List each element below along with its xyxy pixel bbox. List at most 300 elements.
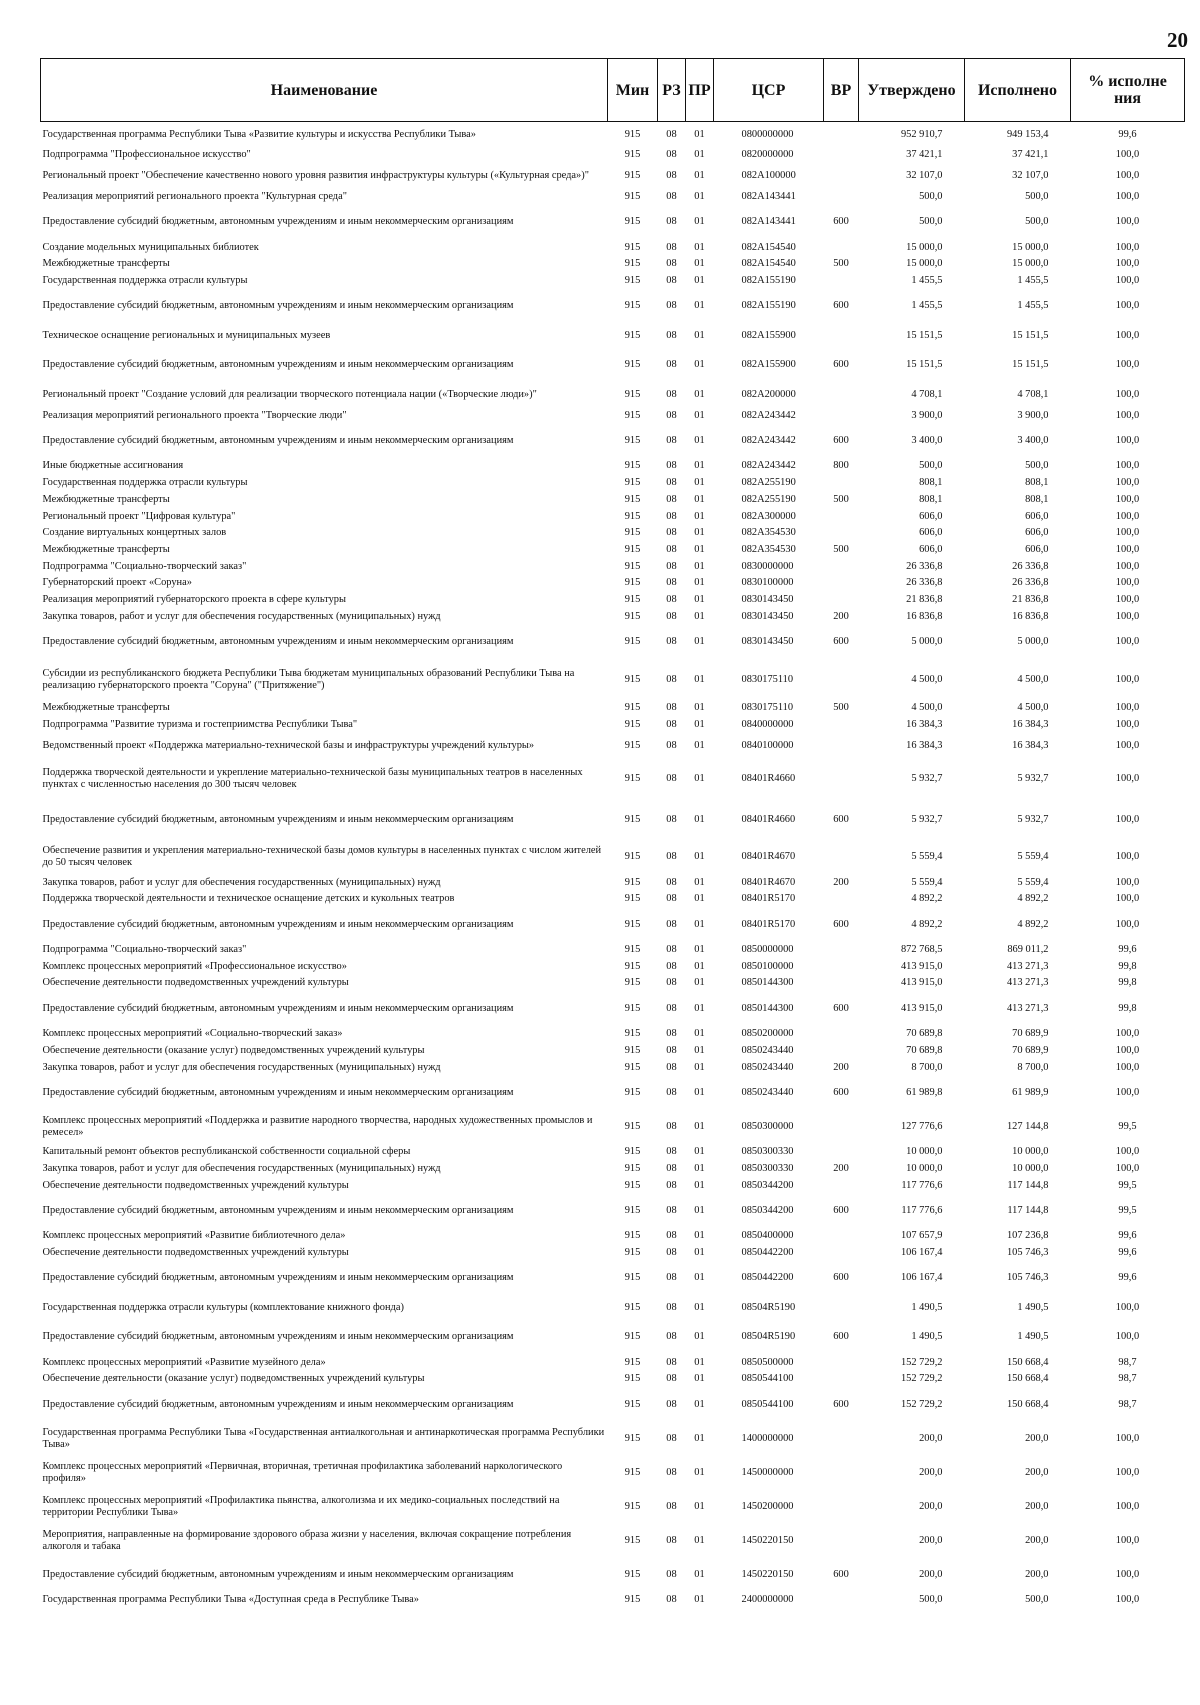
row-rz: 08 <box>666 191 677 203</box>
row-csr: 0850344200 <box>741 1204 794 1216</box>
row-csr: 082A155190 <box>741 275 796 287</box>
table-row <box>41 874 1185 891</box>
row-vr: 600 <box>833 359 849 371</box>
table-row <box>41 382 1185 407</box>
row-csr: 082A255190 <box>741 493 796 505</box>
table-row <box>41 733 1185 758</box>
row-rz: 08 <box>666 1162 677 1174</box>
row-vr <box>824 1043 859 1060</box>
row-min: 915 <box>624 673 641 685</box>
row-name: Обеспечение деятельности подведомственных учреждений культуры <box>42 1179 349 1191</box>
row-min: 915 <box>624 1594 641 1606</box>
row-csr: 082A143441 <box>741 191 796 203</box>
row-pr: 01 <box>694 1146 705 1158</box>
row-vr <box>824 323 859 348</box>
row-name: Закупка товаров, работ и услуг для обеспечения государственных (муниципальных) нужд <box>42 876 441 888</box>
row-name: Закупка товаров, работ и услуг для обеспечения государственных (муниципальных) нужд <box>42 1061 441 1073</box>
table-row <box>41 205 1185 239</box>
row-rz: 08 <box>666 560 677 572</box>
row-executed: 5 559,4 <box>1017 851 1049 863</box>
row-executed: 1 455,5 <box>1017 275 1049 287</box>
row-name: Предоставление субсидий бюджетным, автономным учреждениям и иным некоммерческим организациям <box>42 813 514 825</box>
row-rz: 08 <box>666 610 677 622</box>
row-pr: 01 <box>694 128 705 140</box>
row-vr: 500 <box>833 493 849 505</box>
row-executed: 10 000,0 <box>1012 1162 1049 1174</box>
row-pr: 01 <box>694 1272 705 1284</box>
table-row <box>41 1388 1185 1422</box>
row-executed: 606,0 <box>1025 510 1049 522</box>
row-pr: 01 <box>694 409 705 421</box>
row-min: 915 <box>624 258 641 270</box>
row-pr: 01 <box>694 977 705 989</box>
row-executed: 105 746,3 <box>1006 1246 1049 1258</box>
row-rz: 08 <box>666 170 677 182</box>
table-row <box>41 147 1185 164</box>
row-csr: 082A354530 <box>741 543 796 555</box>
table-row <box>41 1320 1185 1354</box>
row-csr: 08504R5190 <box>741 1301 796 1313</box>
row-csr: 08401R5170 <box>741 893 796 905</box>
row-name: Обеспечение развития и укрепления материально-технической базы домов культуры в населенных пунктах с числом жителей до 50 тысяч человек <box>42 845 602 869</box>
row-pr: 01 <box>694 359 705 371</box>
row-approved: 200,0 <box>919 1534 943 1546</box>
row-approved: 808,1 <box>919 493 943 505</box>
row-approved: 8 700,0 <box>911 1061 943 1073</box>
row-vr <box>824 659 859 700</box>
row-executed: 200,0 <box>1025 1568 1049 1580</box>
row-vr <box>824 273 859 290</box>
row-name: Комплекс процессных мероприятий «Профилактика пьянства, алкоголизма и их медико-социальных последствий на территории Республики Тыва» <box>42 1494 560 1518</box>
row-min: 915 <box>624 560 641 572</box>
row-min: 915 <box>624 1373 641 1385</box>
row-percent: 99,6 <box>1118 1272 1137 1284</box>
row-pr: 01 <box>694 435 705 447</box>
row-rz: 08 <box>666 477 677 489</box>
row-pr: 01 <box>694 702 705 714</box>
row-vr: 600 <box>833 435 849 447</box>
row-percent: 100,0 <box>1115 241 1140 253</box>
table-row <box>41 323 1185 348</box>
row-csr: 0850442200 <box>741 1246 794 1258</box>
row-vr: 600 <box>833 1331 849 1343</box>
row-percent: 100,0 <box>1115 1044 1140 1056</box>
row-executed: 5 932,7 <box>1017 772 1049 784</box>
row-vr <box>824 1295 859 1320</box>
row-approved: 70 689,8 <box>906 1028 943 1040</box>
row-pr: 01 <box>694 1120 705 1132</box>
row-percent: 99,8 <box>1118 1002 1137 1014</box>
row-pr: 01 <box>694 170 705 182</box>
row-rz: 08 <box>666 149 677 161</box>
row-pr: 01 <box>694 1356 705 1368</box>
row-pr: 01 <box>694 1002 705 1014</box>
row-executed: 15 000,0 <box>1012 258 1049 270</box>
row-vr <box>824 1245 859 1262</box>
row-min: 915 <box>624 636 641 647</box>
row-approved: 952 910,7 <box>900 128 943 140</box>
row-csr: 082A100000 <box>741 170 796 182</box>
row-vr: 600 <box>833 1086 849 1098</box>
row-rz: 08 <box>666 241 677 253</box>
row-percent: 100,0 <box>1115 1162 1140 1174</box>
row-approved: 500,0 <box>919 460 943 472</box>
table-row <box>41 542 1185 559</box>
row-percent: 99,5 <box>1118 1204 1137 1216</box>
row-min: 915 <box>624 1230 641 1242</box>
header-percent: % исполне ния <box>1071 59 1185 122</box>
row-csr: 0830143450 <box>741 636 794 647</box>
row-vr <box>824 164 859 189</box>
row-executed: 413 271,3 <box>1006 960 1049 972</box>
row-pr: 01 <box>694 1466 705 1478</box>
row-name: Межбюджетные трансферты <box>42 258 170 270</box>
row-approved: 1 490,5 <box>911 1301 943 1313</box>
table-row <box>41 1110 1185 1144</box>
row-approved: 26 336,8 <box>906 577 943 589</box>
row-pr: 01 <box>694 739 705 751</box>
row-name: Региональный проект "Цифровая культура" <box>42 510 236 522</box>
row-rz: 08 <box>666 1146 677 1158</box>
row-rz: 08 <box>666 1373 677 1385</box>
header-approved: Утверждено <box>859 59 965 122</box>
row-percent: 100,0 <box>1115 510 1140 522</box>
row-executed: 869 011,2 <box>1007 944 1049 956</box>
row-name: Комплекс процессных мероприятий «Поддержка и развитие народного творчества, народных художественных промыслов и ремесел» <box>42 1114 593 1138</box>
row-csr: 0840100000 <box>741 739 794 751</box>
row-name: Предоставление субсидий бюджетным, автономным учреждениям и иным некоммерческим организациям <box>42 359 514 371</box>
row-approved: 3 400,0 <box>911 435 943 447</box>
row-min: 915 <box>624 359 641 371</box>
row-rz: 08 <box>666 944 677 956</box>
row-min: 915 <box>624 1204 641 1216</box>
row-pr: 01 <box>694 216 705 228</box>
row-csr: 0830000000 <box>741 560 794 572</box>
row-approved: 413 915,0 <box>900 977 943 989</box>
row-csr: 082A200000 <box>741 388 796 400</box>
row-percent: 100,0 <box>1115 636 1140 647</box>
row-percent: 100,0 <box>1115 851 1140 863</box>
row-percent: 100,0 <box>1115 216 1140 228</box>
row-percent: 100,0 <box>1115 577 1140 589</box>
row-rz: 08 <box>666 977 677 989</box>
row-approved: 500,0 <box>919 191 943 203</box>
row-pr: 01 <box>694 543 705 555</box>
table-row <box>41 407 1185 424</box>
row-pr: 01 <box>694 527 705 539</box>
row-rz: 08 <box>666 435 677 447</box>
row-approved: 16 384,3 <box>906 739 943 751</box>
row-csr: 082A155900 <box>741 329 796 341</box>
row-name: Государственная поддержка отрасли культуры (комплектование книжного фонда) <box>42 1301 404 1313</box>
row-min: 915 <box>624 435 641 447</box>
row-executed: 808,1 <box>1025 477 1049 489</box>
row-vr: 600 <box>833 1204 849 1216</box>
row-min: 915 <box>624 1179 641 1191</box>
row-executed: 26 336,8 <box>1012 560 1049 572</box>
row-min: 915 <box>624 1331 641 1343</box>
row-approved: 32 107,0 <box>906 170 943 182</box>
row-approved: 3 900,0 <box>911 409 943 421</box>
table-body <box>41 122 1185 1609</box>
row-min: 915 <box>624 527 641 539</box>
row-name: Государственная программа Республики Тыва «Развитие культуры и искусства Республики Тыва» <box>42 128 476 140</box>
row-percent: 100,0 <box>1115 543 1140 555</box>
row-approved: 1 490,5 <box>911 1331 943 1343</box>
row-percent: 98,7 <box>1118 1398 1137 1410</box>
row-executed: 10 000,0 <box>1012 1146 1049 1158</box>
row-approved: 200,0 <box>919 1466 943 1478</box>
row-csr: 0850500000 <box>741 1356 794 1368</box>
table-row <box>41 1043 1185 1060</box>
row-min: 915 <box>624 460 641 472</box>
row-csr: 0830100000 <box>741 577 794 589</box>
row-name: Межбюджетные трансферты <box>42 543 170 555</box>
row-vr <box>824 575 859 592</box>
row-csr: 082A154540 <box>741 241 796 253</box>
row-min: 915 <box>624 876 641 888</box>
row-executed: 4 708,1 <box>1017 388 1049 400</box>
row-pr: 01 <box>694 1044 705 1056</box>
row-approved: 4 708,1 <box>911 388 943 400</box>
row-name: Ведомственный проект «Поддержка материально-технической базы и инфраструктуры учреждений культуры» <box>42 739 535 751</box>
table-row <box>41 1354 1185 1371</box>
table-row <box>41 1592 1185 1609</box>
row-approved: 500,0 <box>919 216 943 228</box>
table-row <box>41 992 1185 1026</box>
row-vr <box>824 758 859 799</box>
row-min: 915 <box>624 1466 641 1478</box>
table-row <box>41 1177 1185 1194</box>
row-pr: 01 <box>694 851 705 863</box>
row-vr: 600 <box>833 636 849 647</box>
row-name: Предоставление субсидий бюджетным, автономным учреждениям и иным некоммерческим организациям <box>42 1568 514 1580</box>
header-pr: ПР <box>686 59 714 122</box>
table-row <box>41 799 1185 840</box>
row-vr <box>824 508 859 525</box>
row-min: 915 <box>624 1146 641 1158</box>
row-pr: 01 <box>694 610 705 622</box>
row-pr: 01 <box>694 876 705 888</box>
row-csr: 0830143450 <box>741 593 794 605</box>
row-pr: 01 <box>694 593 705 605</box>
row-percent: 98,7 <box>1118 1373 1137 1385</box>
row-min: 915 <box>624 493 641 505</box>
row-percent: 100,0 <box>1115 673 1140 685</box>
row-name: Реализация мероприятий губернаторского проекта в сфере культуры <box>42 593 346 605</box>
row-vr <box>824 525 859 542</box>
table-row <box>41 289 1185 323</box>
row-pr: 01 <box>694 493 705 505</box>
row-percent: 100,0 <box>1115 876 1140 888</box>
row-percent: 99,6 <box>1118 944 1137 956</box>
header-csr: ЦСР <box>714 59 824 122</box>
table-row <box>41 575 1185 592</box>
row-vr: 600 <box>833 300 849 312</box>
row-executed: 107 236,8 <box>1006 1230 1049 1242</box>
row-executed: 1 455,5 <box>1017 300 1049 312</box>
row-executed: 16 384,3 <box>1012 739 1049 751</box>
row-executed: 500,0 <box>1025 191 1049 203</box>
row-min: 915 <box>624 739 641 751</box>
row-name: Поддержка творческой деятельности и укрепление материально-технической базы муниципальных театров в населенных пунктах с численностью населения до 300 тысяч человек <box>42 766 583 790</box>
row-rz: 08 <box>666 275 677 287</box>
row-csr: 082A155900 <box>741 359 796 371</box>
row-executed: 1 490,5 <box>1017 1301 1049 1313</box>
row-min: 915 <box>624 149 641 161</box>
row-vr <box>824 1110 859 1144</box>
table-row <box>41 1194 1185 1228</box>
row-name: Региональный проект "Создание условий для реализации творческого потенциала нации («Творческие люди»)" <box>42 388 537 400</box>
row-approved: 872 768,5 <box>900 944 943 956</box>
table-row <box>41 1026 1185 1043</box>
row-executed: 500,0 <box>1025 216 1049 228</box>
table-row <box>41 492 1185 509</box>
row-name: Закупка товаров, работ и услуг для обеспечения государственных (муниципальных) нужд <box>42 610 441 622</box>
row-csr: 0850000000 <box>741 944 794 956</box>
row-name: Капитальный ремонт объектов республиканской собственности социальной сферы <box>42 1146 411 1158</box>
row-executed: 15 000,0 <box>1012 241 1049 253</box>
row-percent: 100,0 <box>1115 1061 1140 1073</box>
row-name: Предоставление субсидий бюджетным, автономным учреждениям и иным некоммерческим организациям <box>42 216 514 228</box>
row-min: 915 <box>624 216 641 228</box>
row-name: Региональный проект "Обеспечение качественно нового уровня развития инфраструктуры культуры («Культурная среда»)" <box>42 170 589 182</box>
row-rz: 08 <box>666 493 677 505</box>
row-rz: 08 <box>666 1061 677 1073</box>
row-name: Комплекс процессных мероприятий «Первичная, вторичная, третичная профилактика заболеваний наркологического профиля» <box>42 1460 563 1484</box>
row-csr: 0830143450 <box>741 610 794 622</box>
row-rz: 08 <box>666 719 677 731</box>
row-approved: 1 455,5 <box>911 275 943 287</box>
row-min: 915 <box>624 329 641 341</box>
row-vr <box>824 958 859 975</box>
row-executed: 150 668,4 <box>1006 1398 1049 1410</box>
row-percent: 100,0 <box>1115 275 1140 287</box>
row-percent: 98,7 <box>1118 1356 1137 1368</box>
table-row <box>41 189 1185 206</box>
row-csr: 0850100000 <box>741 960 794 972</box>
row-csr: 0850400000 <box>741 1230 794 1242</box>
row-csr: 0850544100 <box>741 1398 794 1410</box>
table-row <box>41 1295 1185 1320</box>
row-name: Реализация мероприятий регионального проекта "Творческие люди" <box>42 409 347 421</box>
row-rz: 08 <box>666 1568 677 1580</box>
table-row <box>41 1059 1185 1076</box>
row-pr: 01 <box>694 893 705 905</box>
row-percent: 100,0 <box>1115 1086 1140 1098</box>
table-row <box>41 475 1185 492</box>
row-min: 915 <box>624 409 641 421</box>
row-rz: 08 <box>666 329 677 341</box>
row-csr: 1450220150 <box>741 1568 794 1580</box>
row-approved: 500,0 <box>919 1594 943 1606</box>
row-csr: 08401R4660 <box>741 813 796 825</box>
row-vr <box>824 891 859 908</box>
row-vr <box>824 1422 859 1456</box>
row-min: 915 <box>624 893 641 905</box>
row-min: 915 <box>624 477 641 489</box>
row-vr: 200 <box>833 876 849 888</box>
row-rz: 08 <box>666 577 677 589</box>
row-vr <box>824 1354 859 1371</box>
row-executed: 4 892,2 <box>1017 893 1049 905</box>
row-name: Предоставление субсидий бюджетным, автономным учреждениям и иным некоммерческим организациям <box>42 435 514 447</box>
row-name: Государственная программа Республики Тыва «Государственная антиалкогольная и антинаркотическая программа Республики Тыва» <box>42 1426 605 1450</box>
row-percent: 100,0 <box>1115 1146 1140 1158</box>
row-min: 915 <box>624 275 641 287</box>
row-csr: 08401R4670 <box>741 851 796 863</box>
row-csr: 0850300330 <box>741 1146 794 1158</box>
row-min: 915 <box>624 1120 641 1132</box>
row-pr: 01 <box>694 510 705 522</box>
row-min: 915 <box>624 977 641 989</box>
row-name: Обеспечение деятельности подведомственных учреждений культуры <box>42 1246 349 1258</box>
row-vr <box>824 942 859 959</box>
row-rz: 08 <box>666 918 677 930</box>
row-executed: 606,0 <box>1025 543 1049 555</box>
row-pr: 01 <box>694 1028 705 1040</box>
row-approved: 606,0 <box>919 543 943 555</box>
header-vr: ВР <box>824 59 859 122</box>
row-rz: 08 <box>666 128 677 140</box>
row-percent: 100,0 <box>1115 719 1140 731</box>
row-name: Предоставление субсидий бюджетным, автономным учреждениям и иным некоммерческим организациям <box>42 1398 514 1410</box>
row-approved: 5 932,7 <box>911 813 943 825</box>
row-executed: 200,0 <box>1025 1466 1049 1478</box>
row-rz: 08 <box>666 1301 677 1313</box>
row-name: Комплекс процессных мероприятий «Развитие музейного дела» <box>42 1356 326 1368</box>
row-vr <box>824 1144 859 1161</box>
row-vr <box>824 122 859 148</box>
row-rz: 08 <box>666 1120 677 1132</box>
row-approved: 127 776,6 <box>900 1120 943 1132</box>
row-min: 915 <box>624 510 641 522</box>
row-name: Подпрограмма "Социально-творческий заказ" <box>42 944 247 956</box>
row-csr: 082A155190 <box>741 300 796 312</box>
row-name: Комплекс процессных мероприятий «Социально-творческий заказ» <box>42 1028 343 1040</box>
row-percent: 100,0 <box>1115 300 1140 312</box>
row-rz: 08 <box>666 851 677 863</box>
row-approved: 15 000,0 <box>906 258 943 270</box>
row-name: Предоставление субсидий бюджетным, автономным учреждениям и иным некоммерческим организациям <box>42 1331 514 1343</box>
row-csr: 08504R5190 <box>741 1331 796 1343</box>
row-executed: 21 836,8 <box>1012 593 1049 605</box>
row-name: Обеспечение деятельности (оказание услуг) подведомственных учреждений культуры <box>42 1044 425 1056</box>
row-pr: 01 <box>694 1568 705 1580</box>
row-vr: 600 <box>833 813 849 825</box>
row-min: 915 <box>624 593 641 605</box>
row-csr: 0840000000 <box>741 719 794 731</box>
row-percent: 100,0 <box>1115 329 1140 341</box>
row-approved: 5 559,4 <box>911 876 943 888</box>
row-percent: 100,0 <box>1115 593 1140 605</box>
row-csr: 1450200000 <box>741 1500 794 1512</box>
row-csr: 0850200000 <box>741 1028 794 1040</box>
row-rz: 08 <box>666 673 677 685</box>
row-pr: 01 <box>694 1373 705 1385</box>
table-row <box>41 1245 1185 1262</box>
row-executed: 150 668,4 <box>1006 1373 1049 1385</box>
row-name: Обеспечение деятельности подведомственных учреждений культуры <box>42 977 349 989</box>
row-vr: 600 <box>833 1398 849 1410</box>
row-name: Предоставление субсидий бюджетным, автономным учреждениям и иным некоммерческим организациям <box>42 636 514 647</box>
table-row <box>41 958 1185 975</box>
row-pr: 01 <box>694 1162 705 1174</box>
table-row <box>41 1456 1185 1490</box>
row-name: Государственная программа Республики Тыва «Доступная среда в Республике Тыва» <box>42 1594 419 1606</box>
row-min: 915 <box>624 577 641 589</box>
row-percent: 100,0 <box>1115 813 1140 825</box>
